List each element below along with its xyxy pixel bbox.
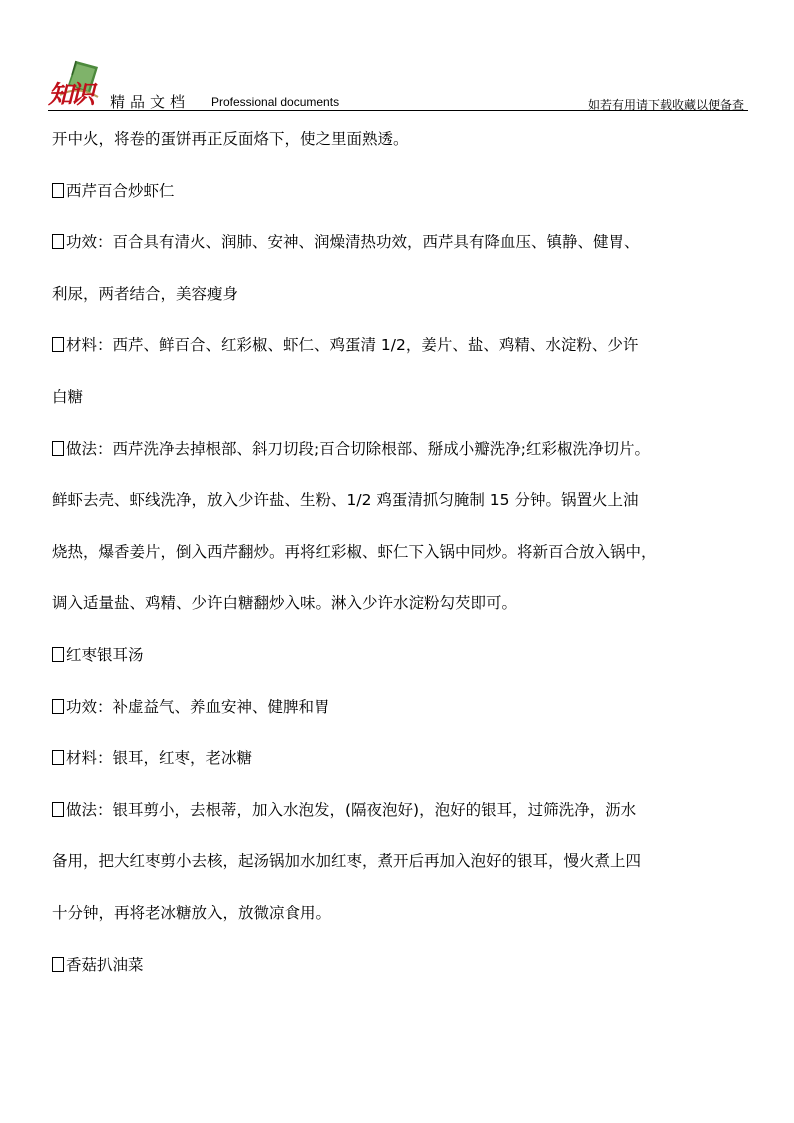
logo: [48, 55, 104, 107]
text-line: [52, 275, 762, 327]
line-text: 调入适量盐、鸡精、少许白糖翻炒入味。淋入少许水淀粉勾芡即可。: [52, 594, 518, 613]
line-text: 西芹百合炒虾仁: [66, 181, 175, 200]
line-text: 功效：百合具有清火、润肺、安神、润燥清热功效，西芹具有降血压、镇静、健胃、: [66, 233, 640, 252]
text-line: [52, 791, 762, 843]
empty-square-icon: [52, 647, 64, 662]
text-line: [52, 120, 762, 172]
line-text: 开中火，将卷的蛋饼再正反面烙下，使之里面熟透。: [52, 130, 409, 148]
header-divider: [48, 110, 748, 111]
line-text: 备用，把大红枣剪小去核，起汤锅加水加红枣，煮开后再加入泡好的银耳，慢火煮上四: [52, 852, 642, 871]
text-line: [52, 842, 762, 894]
text-line: [52, 481, 762, 533]
empty-square-icon: [52, 750, 64, 765]
empty-square-icon: [52, 699, 64, 714]
text-line: [52, 378, 762, 430]
document-body: [52, 120, 762, 997]
line-text: 材料：银耳，红枣，老冰糖: [66, 749, 253, 768]
text-line: [52, 894, 762, 946]
header-title-cn: 精品文档: [110, 93, 191, 111]
header-note: 如若有用请下载收藏以便备查: [587, 98, 744, 112]
line-text: 功效：补虚益气、养血安神、健脾和胃: [66, 697, 330, 716]
logo-text: 知识: [48, 80, 93, 109]
text-line: [52, 533, 762, 585]
line-text: 做法：银耳剪小，去根蒂，加入水泡发，(隔夜泡好)，泡好的银耳，过筛洗净，沥水: [66, 800, 637, 819]
empty-square-icon: [52, 337, 64, 352]
page-header: [48, 55, 748, 111]
text-line: [52, 688, 762, 740]
line-text: 做法：西芹洗净去掉根部、斜刀切段;百合切除根部、掰成小瓣洗净;红彩椒洗净切片。: [66, 439, 650, 458]
text-line: [52, 172, 762, 224]
text-line: [52, 223, 762, 275]
text-line: [52, 326, 762, 378]
empty-square-icon: [52, 802, 64, 817]
line-text: 香菇扒油菜: [66, 955, 144, 974]
text-line: [52, 636, 762, 688]
empty-square-icon: [52, 957, 64, 972]
text-line: [52, 584, 762, 636]
line-text: 材料：西芹、鲜百合、红彩椒、虾仁、鸡蛋清 1/2，姜片、盐、鸡精、水淀粉、少许: [66, 336, 639, 355]
line-text: 红枣银耳汤: [66, 645, 144, 664]
line-text: 烧热，爆香姜片，倒入西芹翻炒。再将红彩椒、虾仁下入锅中同炒。将新百合放入锅中，: [52, 542, 657, 561]
empty-square-icon: [52, 441, 64, 456]
line-text: 十分钟，再将老冰糖放入，放微凉食用。: [52, 903, 332, 922]
empty-square-icon: [52, 183, 64, 198]
header-title-en: Professional documents: [211, 95, 340, 109]
line-text: 鲜虾去壳、虾线洗净，放入少许盐、生粉、1/2 鸡蛋清抓匀腌制 15 分钟。锅置火上油: [52, 491, 639, 510]
text-line: [52, 430, 762, 482]
line-text: 白糖: [52, 387, 84, 406]
empty-square-icon: [52, 234, 64, 249]
text-line: [52, 739, 762, 791]
text-line: [52, 946, 762, 998]
line-text: 利尿，两者结合，美容瘦身: [52, 284, 239, 303]
